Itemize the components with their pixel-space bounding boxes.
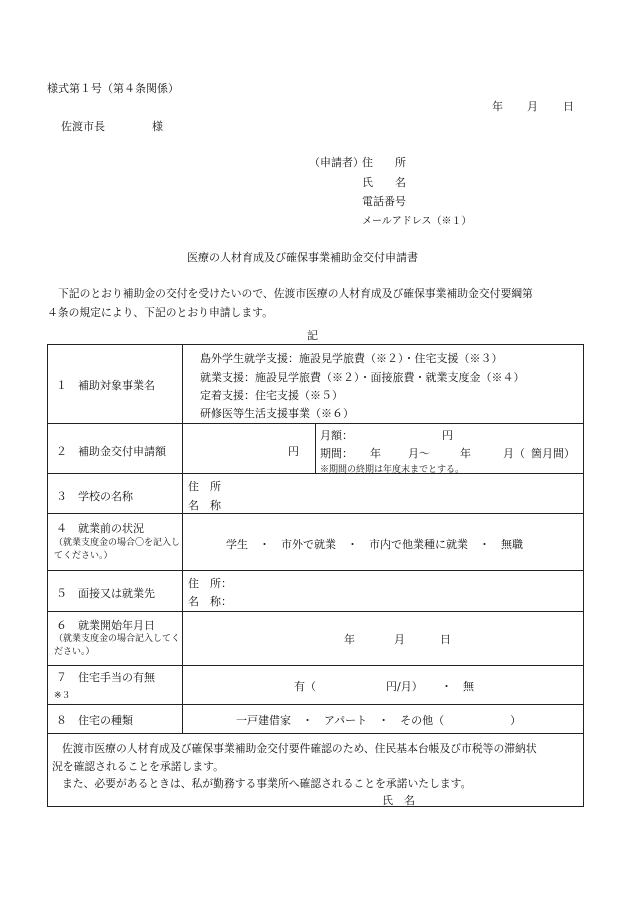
housing-type-options[interactable]: 一戸建借家 ・ アパート ・ その他（ ） [236,714,522,727]
date-day: 日 [563,100,574,113]
addressee-honorific: 様 [152,120,163,133]
row1-label: １ 補助対象事業名 [56,379,155,392]
row3-label: ３ 学校の名称 [56,490,133,503]
row-housing-type [47,704,584,734]
project-option[interactable]: 島外学生就学支援：施設見学旅費（※２）・住宅支援（※３） [200,352,503,365]
allowance-no[interactable]: 無 [463,680,474,693]
workplace-address-label: 住 所： [188,577,232,590]
row4-label: ４ 就業前の状況 [56,522,144,535]
intro-line-1: 下記のとおり補助金の交付を受けたいので、佐渡市医療の人材育成及び確保事業補助金交付要綱第 [58,287,533,300]
workplace-name-label: 名 称： [188,595,232,608]
row-subsidy-amount [47,423,584,474]
row7-note: ※３ [54,691,71,701]
start-month: 月 [394,633,405,646]
project-option[interactable]: 定着支援：住宅支援（※５） [200,389,343,402]
intro-line-2: ４条の規定により、下記のとおり申請します。 [47,306,273,319]
prior-status-options[interactable]: 学生 ・ 市外で就業 ・ 市内で他業種に就業 ・ 無職 [226,538,523,551]
allowance-unit: 円/月） [386,680,423,693]
applicant-name-label: 氏 名 [362,176,406,189]
allowance-yes[interactable]: 有（ [294,680,316,693]
period-start-year: 年 [370,447,381,460]
applicant-email-label: メールアドレス（※１） [362,216,472,227]
school-name-label: 名 称 [188,499,221,512]
date-month: 月 [527,100,538,113]
ki-heading: 記 [307,329,318,342]
row6-label: ６ 就業開始年月日 [56,619,155,632]
allowance-separator: ・ [441,680,452,693]
signature-label[interactable]: 氏 名 [382,794,415,807]
monthly-yen-unit: 円 [442,429,453,442]
row-employment-start [47,611,584,666]
row8-label: ８ 住宅の種類 [56,714,133,727]
consent-line-1: 佐渡市医療の人材育成及び確保事業補助金交付要件確認のため、住民基本台帳及び市税等の滞納状 [62,742,537,755]
form-number: 様式第１号（第４条関係） [47,82,179,95]
date-year: 年 [492,100,503,113]
document-title: 医療の人材育成及び確保事業補助金交付申請書 [187,251,418,264]
row6-note: （就業支度金の場合記入してください。） [54,634,181,657]
row7-label: ７ 住宅手当の有無 [56,671,155,684]
period-months: 箇月間） [531,447,575,460]
amount-yen-unit: 円 [288,445,299,458]
period-end-year: 年 [460,447,471,460]
period-note: ※期間の終期は年度末までとする。 [320,465,465,475]
consent-box [47,733,584,807]
row4-note: （就業支度金の場合〇を記入してください。） [54,538,181,561]
row2-label: ２ 補助金交付申請額 [56,445,166,458]
period-start-month: 月～ [408,447,430,460]
row5-label: ５ 面接又は就業先 [56,587,155,600]
start-year: 年 [344,633,355,646]
applicant-label: （申請者） [309,156,364,169]
start-day: 日 [440,633,451,646]
row-housing-allowance [47,665,584,705]
monthly-label: 月額： [320,429,353,442]
school-address-label: 住 所 [188,480,221,493]
consent-line-3: また、必要があるときは、私が勤務する事業所へ確認されることを承諾いたします。 [62,777,472,790]
applicant-address-label: 住 所 [362,156,406,169]
applicant-phone-label: 電話番号 [362,195,406,208]
period-end-month: 月（ [503,447,525,460]
row-prior-status [47,513,584,571]
row-interview-workplace [47,570,584,612]
consent-line-2: 況を確認されることを承諾します。 [52,760,224,773]
row-school-name [47,473,584,514]
project-option[interactable]: 就業支援：施設見学旅費（※２）・面接旅費・就業支度金（※４） [200,371,525,384]
period-label: 期間： [320,447,353,460]
project-option[interactable]: 研修医等生活支援事業（※６） [200,407,354,420]
row-subsidy-project [47,344,584,424]
addressee: 佐渡市長 [61,120,105,133]
